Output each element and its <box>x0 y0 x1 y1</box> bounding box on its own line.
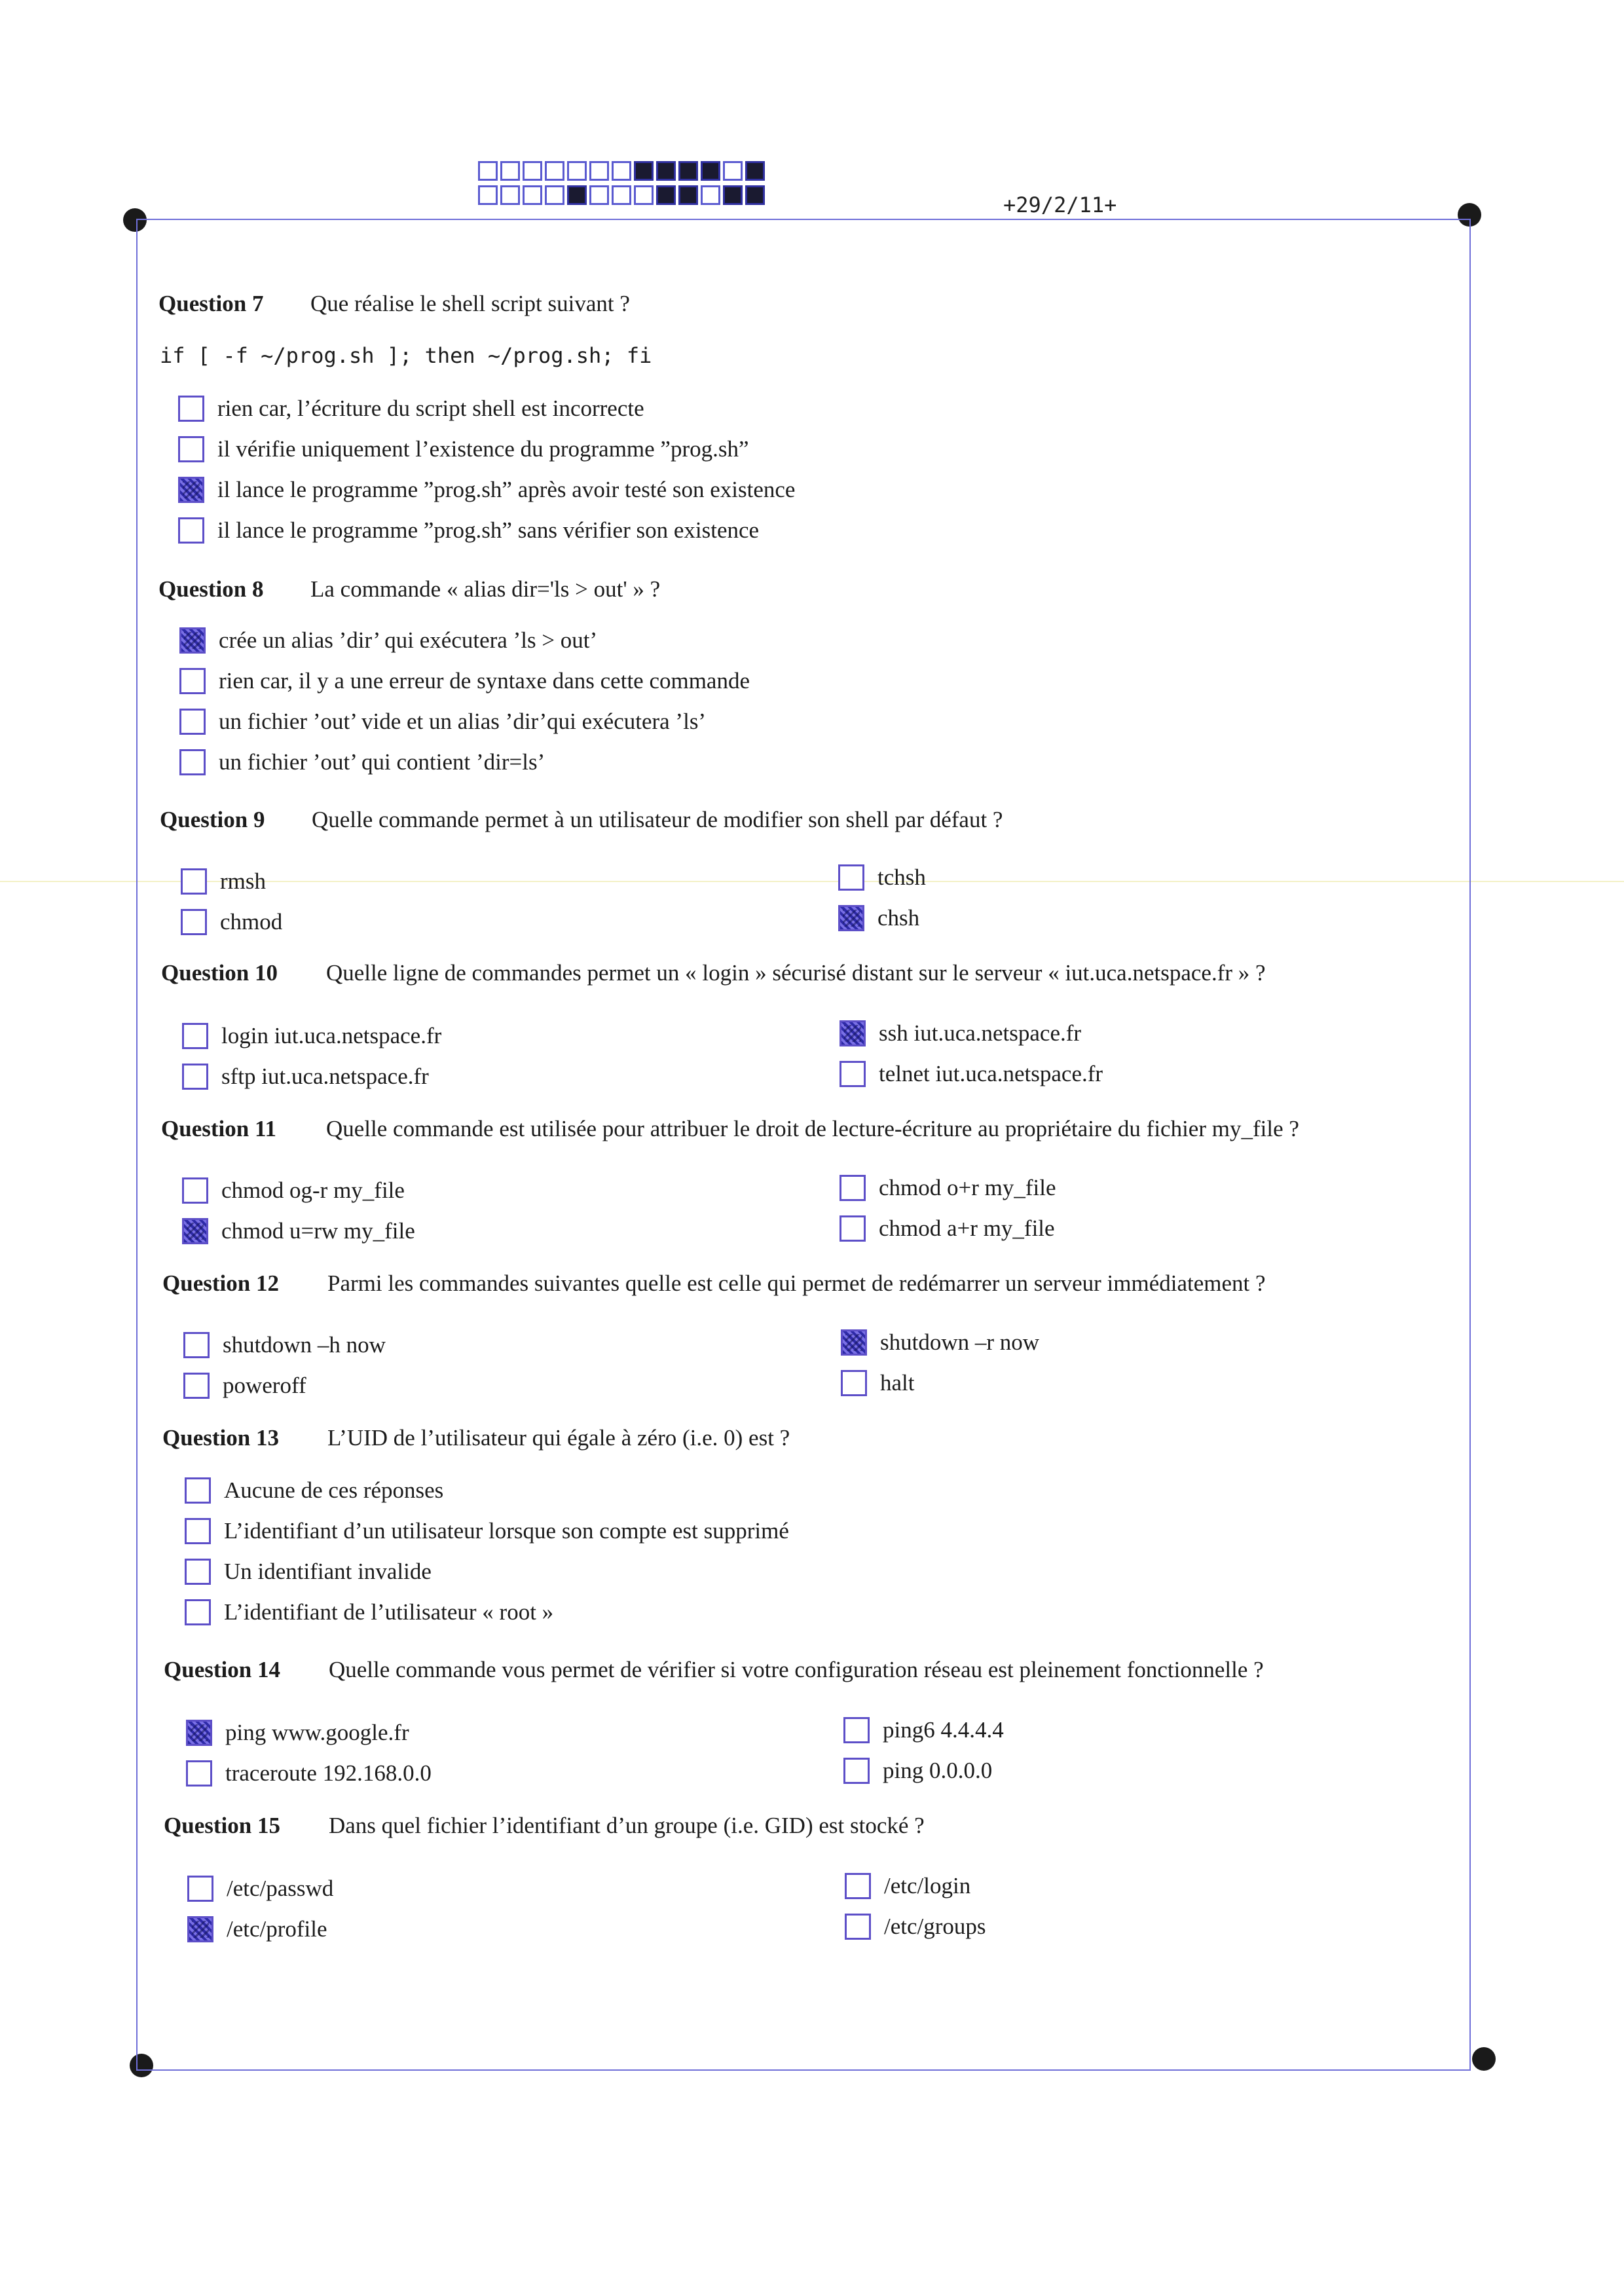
question-text: Quelle commande permet à un utilisateur de modifier son shell par défaut ? <box>312 807 1003 832</box>
q7-option[interactable] <box>178 396 644 422</box>
q10-option[interactable] <box>182 1064 429 1090</box>
checkbox[interactable] <box>838 864 864 891</box>
question-number: Question 13 <box>162 1425 279 1451</box>
option-label: L’identifiant d’un utilisateur lorsque son compte est supprimé <box>224 1518 789 1544</box>
corner-mark-bottom-right <box>1472 2047 1496 2071</box>
checkbox[interactable] <box>178 396 204 422</box>
question-9-header <box>160 807 1003 833</box>
checkbox[interactable] <box>178 436 204 462</box>
q15-option[interactable] <box>187 1916 327 1942</box>
id-code-boxes <box>478 161 765 205</box>
question-11-header <box>161 1116 1299 1142</box>
question-number: Question 15 <box>164 1813 280 1838</box>
code-cell-filled <box>745 161 765 181</box>
option-label: ping6 4.4.4.4 <box>883 1717 1004 1743</box>
code-cell-filled <box>678 185 698 205</box>
q8-option[interactable] <box>179 668 750 694</box>
checkbox[interactable] <box>186 1760 212 1787</box>
q12-option[interactable] <box>183 1373 306 1399</box>
checkbox[interactable] <box>185 1599 211 1625</box>
checkbox-checked[interactable] <box>179 627 206 654</box>
option-label: L’identifiant de l’utilisateur « root » <box>224 1599 554 1625</box>
option-label: crée un alias ’dir’ qui exécutera ’ls > out’ <box>219 627 598 653</box>
id-code-row-1 <box>478 161 765 181</box>
code-cell-empty <box>500 185 520 205</box>
code-cell-filled <box>745 185 765 205</box>
code-cell-empty <box>634 185 654 205</box>
q7-option[interactable] <box>178 517 759 544</box>
code-cell-empty <box>567 161 587 181</box>
q10-option[interactable] <box>840 1020 1081 1046</box>
option-label: ping 0.0.0.0 <box>883 1758 993 1783</box>
question-text: Parmi les commandes suivantes quelle est celle qui permet de redémarrer un serveur immédiatement ? <box>327 1270 1266 1296</box>
code-cell-empty <box>478 161 498 181</box>
checkbox-checked[interactable] <box>178 477 204 503</box>
option-label: rmsh <box>220 868 266 894</box>
question-number: Question 9 <box>160 807 265 832</box>
option-label: shutdown –h now <box>223 1332 386 1358</box>
option-label: ping www.google.fr <box>225 1720 409 1745</box>
q9-option[interactable] <box>181 909 282 935</box>
q13-option[interactable] <box>185 1518 789 1544</box>
checkbox[interactable] <box>182 1023 208 1049</box>
checkbox[interactable] <box>179 749 206 775</box>
checkbox-checked[interactable] <box>182 1218 208 1244</box>
checkbox[interactable] <box>841 1370 867 1396</box>
checkbox-checked[interactable] <box>838 905 864 931</box>
option-label: un fichier ’out’ vide et un alias ’dir’qui exécutera ’ls’ <box>219 709 707 734</box>
q15-option[interactable] <box>845 1914 986 1940</box>
question-text: Quelle ligne de commandes permet un « login » sécurisé distant sur le serveur « iut.uca.netspace.fr » ? <box>326 960 1266 986</box>
q15-option[interactable] <box>187 1876 333 1902</box>
q8-option[interactable] <box>179 709 706 735</box>
checkbox-checked[interactable] <box>187 1916 213 1942</box>
q7-option[interactable] <box>178 477 795 503</box>
question-text: Quelle commande vous permet de vérifier si votre configuration réseau est pleinement fonctionnelle ? <box>329 1657 1264 1682</box>
option-label: /etc/profile <box>227 1916 327 1942</box>
question-text: Dans quel fichier l’identifiant d’un groupe (i.e. GID) est stocké ? <box>329 1813 925 1838</box>
question-7-header <box>158 291 630 317</box>
option-label: poweroff <box>223 1373 306 1398</box>
checkbox[interactable] <box>185 1559 211 1585</box>
code-cell-filled <box>701 161 720 181</box>
option-label: halt <box>880 1370 915 1396</box>
checkbox[interactable] <box>840 1061 866 1087</box>
id-code-row-2 <box>478 185 765 205</box>
option-label: /etc/groups <box>884 1914 986 1939</box>
checkbox[interactable] <box>181 868 207 895</box>
checkbox[interactable] <box>843 1758 870 1784</box>
question-15-header <box>164 1813 925 1839</box>
option-label: shutdown –r now <box>880 1329 1040 1355</box>
code-cell-filled <box>634 161 654 181</box>
question-14-header <box>164 1657 1264 1683</box>
question-10-header <box>161 960 1266 986</box>
question-number: Question 11 <box>161 1116 277 1141</box>
q9-option[interactable] <box>838 905 919 931</box>
checkbox[interactable] <box>840 1215 866 1242</box>
q10-option[interactable] <box>182 1023 441 1049</box>
question-text: Quelle commande est utilisée pour attribuer le droit de lecture-écriture au propriétaire du fichier my_file ? <box>326 1116 1299 1141</box>
option-label: chmod o+r my_file <box>879 1175 1056 1200</box>
option-label: chmod <box>220 909 283 935</box>
code-cell-empty <box>523 185 542 205</box>
q12-option[interactable] <box>841 1329 1039 1356</box>
question-12-header <box>162 1270 1266 1297</box>
option-label: chmod a+r my_file <box>879 1215 1055 1241</box>
checkbox[interactable] <box>185 1477 211 1504</box>
question-number: Question 14 <box>164 1657 280 1682</box>
q11-option[interactable] <box>840 1175 1056 1201</box>
q10-option[interactable] <box>840 1061 1103 1087</box>
option-label: il lance le programme ”prog.sh” après avoir testé son existence <box>217 477 796 502</box>
option-label: login iut.uca.netspace.fr <box>221 1023 442 1048</box>
option-label: tchsh <box>877 864 926 890</box>
option-label: il lance le programme ”prog.sh” sans vérifier son existence <box>217 517 760 543</box>
code-cell-empty <box>478 185 498 205</box>
q8-option[interactable] <box>179 749 545 775</box>
question-text: La commande « alias dir='ls > out' » ? <box>310 576 661 602</box>
checkbox[interactable] <box>840 1175 866 1201</box>
code-cell-empty <box>589 185 609 205</box>
q13-option[interactable] <box>185 1559 432 1585</box>
checkbox[interactable] <box>845 1873 871 1899</box>
code-cell-filled <box>656 161 676 181</box>
option-label: chmod og-r my_file <box>221 1177 405 1203</box>
code-cell-empty <box>545 161 564 181</box>
checkbox-checked[interactable] <box>840 1020 866 1046</box>
question-13-header <box>162 1425 790 1451</box>
checkbox[interactable] <box>845 1914 871 1940</box>
question-number: Question 8 <box>158 576 264 602</box>
option-label: Un identifiant invalide <box>224 1559 432 1584</box>
code-cell-empty <box>589 161 609 181</box>
q9-option[interactable] <box>838 864 926 891</box>
option-label: /etc/login <box>884 1873 971 1898</box>
checkbox[interactable] <box>181 909 207 935</box>
code-cell-empty <box>523 161 542 181</box>
code-cell-empty <box>701 185 720 205</box>
option-label: chmod u=rw my_file <box>221 1218 415 1244</box>
question-text: L’UID de l’utilisateur qui égale à zéro (i.e. 0) est ? <box>327 1425 790 1451</box>
q8-option[interactable] <box>179 627 597 654</box>
option-label: telnet iut.uca.netspace.fr <box>879 1061 1103 1086</box>
option-label: traceroute 192.168.0.0 <box>225 1760 432 1786</box>
q14-option[interactable] <box>186 1760 432 1787</box>
option-label: Aucune de ces réponses <box>224 1477 444 1503</box>
code-cell-empty <box>500 161 520 181</box>
checkbox[interactable] <box>179 668 206 694</box>
q14-option[interactable] <box>843 1758 992 1784</box>
q11-option[interactable] <box>182 1177 405 1204</box>
checkbox[interactable] <box>179 709 206 735</box>
code-cell-filled <box>723 185 743 205</box>
checkbox[interactable] <box>843 1717 870 1743</box>
q11-option[interactable] <box>182 1218 415 1244</box>
question-number: Question 7 <box>158 291 264 316</box>
q14-option[interactable] <box>843 1717 1004 1743</box>
question-8-header <box>158 576 660 602</box>
option-label: un fichier ’out’ qui contient ’dir=ls’ <box>219 749 545 775</box>
q12-option[interactable] <box>183 1332 386 1358</box>
checkbox[interactable] <box>187 1876 213 1902</box>
checkbox[interactable] <box>183 1373 210 1399</box>
option-label: rien car, l’écriture du script shell est incorrecte <box>217 396 644 421</box>
option-label: sftp iut.uca.netspace.fr <box>221 1064 429 1089</box>
code-cell-empty <box>723 161 743 181</box>
question-number: Question 12 <box>162 1270 279 1296</box>
option-label: /etc/passwd <box>227 1876 334 1901</box>
q9-option[interactable] <box>181 868 266 895</box>
checkbox[interactable] <box>182 1177 208 1204</box>
checkbox-checked[interactable] <box>186 1720 212 1746</box>
checkbox[interactable] <box>183 1332 210 1358</box>
question-text: Que réalise le shell script suivant ? <box>310 291 630 316</box>
code-cell-filled <box>656 185 676 205</box>
code-cell-filled <box>567 185 587 205</box>
q12-option[interactable] <box>841 1370 914 1396</box>
checkbox-checked[interactable] <box>841 1329 867 1356</box>
checkbox[interactable] <box>185 1518 211 1544</box>
question-7-code: if [ -f ~/prog.sh ]; then ~/prog.sh; fi <box>160 343 652 368</box>
question-number: Question 10 <box>161 960 278 986</box>
option-label: chsh <box>877 905 920 931</box>
option-label: rien car, il y a une erreur de syntaxe dans cette commande <box>219 668 750 694</box>
checkbox[interactable] <box>182 1064 208 1090</box>
q7-option[interactable] <box>178 436 749 462</box>
page-id: +29/2/11+ <box>1003 193 1117 217</box>
q13-option[interactable] <box>185 1477 443 1504</box>
option-label: il vérifie uniquement l’existence du programme ”prog.sh” <box>217 436 749 462</box>
q15-option[interactable] <box>845 1873 970 1899</box>
code-cell-filled <box>678 161 698 181</box>
q11-option[interactable] <box>840 1215 1055 1242</box>
code-cell-empty <box>545 185 564 205</box>
code-cell-empty <box>612 161 631 181</box>
code-cell-empty <box>612 185 631 205</box>
option-label: ssh iut.uca.netspace.fr <box>879 1020 1082 1046</box>
checkbox[interactable] <box>178 517 204 544</box>
q13-option[interactable] <box>185 1599 553 1625</box>
q14-option[interactable] <box>186 1720 409 1746</box>
